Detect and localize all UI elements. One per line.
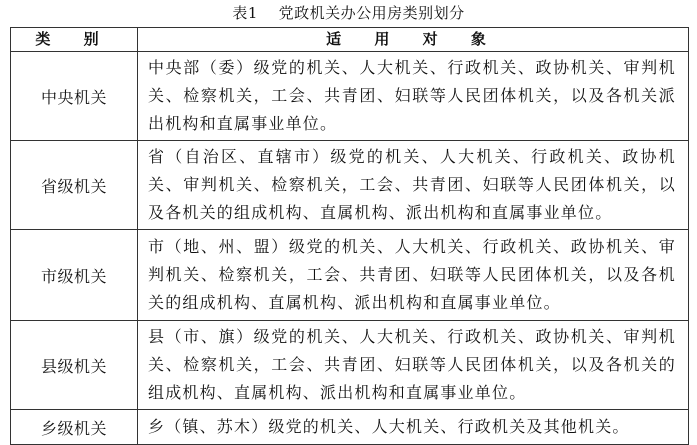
table-row bbox=[11, 321, 689, 410]
row-scope-cell: 乡（镇、苏木）级党的机关、人大机关、行政机关及其他机关。 bbox=[138, 410, 689, 445]
row-category-cell: 中央机关 bbox=[11, 52, 138, 141]
row-category-cell: 县级机关 bbox=[11, 321, 138, 410]
table-header-row bbox=[11, 28, 689, 52]
row-category-cell: 省级机关 bbox=[11, 141, 138, 230]
header-scope: 适 用 对 象 bbox=[138, 28, 689, 52]
row-scope-cell: 市（地、州、盟）级党的机关、人大机关、行政机关、政协机关、审判机关、检察机关，工会、共青团、妇联等人民团体机关，以及各机关的组成机构、直属机构、派出机构和直属事业单位。 bbox=[138, 230, 689, 321]
header-category: 类 别 bbox=[11, 28, 138, 52]
row-scope-cell: 省（自治区、直辖市）级党的机关、人大机关、行政机关、政协机关、审判机关、检察机关，工会、共青团、妇联等人民团体机关，以及各机关的组成机构、直属机构、派出机构和直属事业单位。 bbox=[138, 141, 689, 230]
table-row bbox=[11, 230, 689, 321]
table-caption: 表1 党政机关办公用房类别划分 bbox=[232, 4, 465, 22]
table-row bbox=[11, 410, 689, 445]
row-scope-cell: 县（市、旗）级党的机关、人大机关、行政机关、政协机关、审判机关、检察机关，工会、共青团、妇联等人民团体机关，以及各机关的组成机构、直属机构、派出机构和直属事业单位。 bbox=[138, 321, 689, 410]
table-row bbox=[11, 141, 689, 230]
row-scope-cell: 中央部（委）级党的机关、人大机关、行政机关、政协机关、审判机关、检察机关，工会、共青团、妇联等人民团体机关，以及各机关派出机构和直属事业单位。 bbox=[138, 52, 689, 141]
row-category-cell: 市级机关 bbox=[11, 230, 138, 321]
row-category-cell: 乡级机关 bbox=[11, 410, 138, 445]
office-space-classification-table bbox=[10, 27, 689, 445]
table-row bbox=[11, 52, 689, 141]
